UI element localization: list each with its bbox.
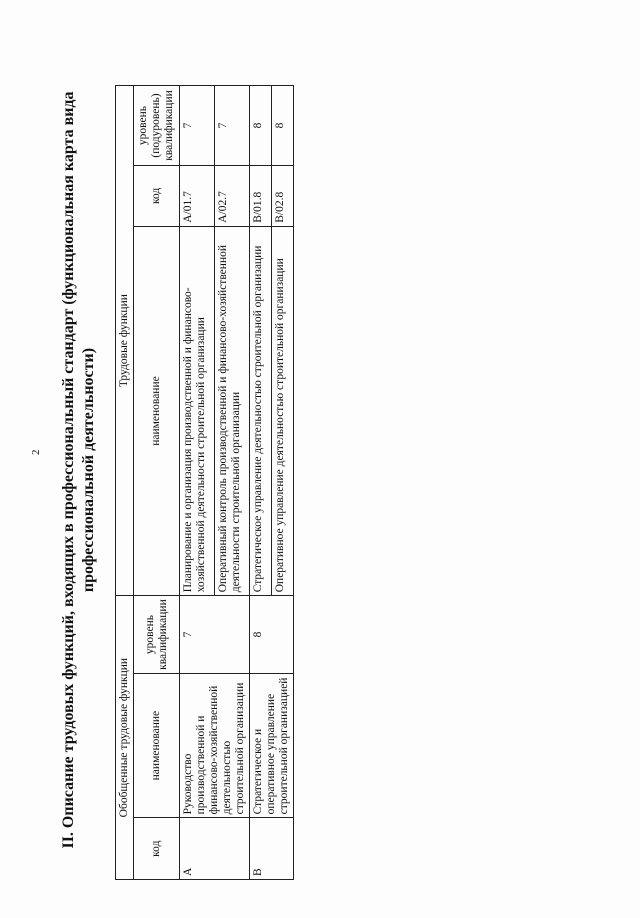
header-labor-name: наименование — [134, 226, 180, 595]
header-level: уровень квалификации — [134, 596, 180, 674]
function-name: Оперативный контроль производственной и финансово-хозяйственной деятельности строительной организации — [215, 226, 250, 595]
functions-table — [115, 85, 294, 880]
row-code: A — [180, 818, 250, 880]
row-level: 7 — [180, 596, 250, 674]
function-code: B/01.8 — [250, 166, 272, 227]
function-level: 7 — [215, 86, 250, 166]
row-name: Руководство производственной и финансово-хозяйственной деятельностью строительной организации — [180, 673, 250, 818]
function-name: Оперативное управление деятельностью строительной организации — [272, 226, 294, 595]
function-level: 8 — [250, 86, 272, 166]
header-generalized-functions: Обобщенные трудовые функции — [116, 596, 134, 880]
header-labor-functions: Трудовые функции — [116, 86, 134, 596]
function-level: 7 — [180, 86, 215, 166]
rotated-content — [60, 60, 620, 880]
section-title-continued: профессиональной деятельности) — [80, 347, 97, 593]
function-name: Стратегическое управление деятельностью строительной организации — [250, 226, 272, 595]
page-number: 2 — [30, 449, 42, 455]
row-code: B — [250, 818, 294, 880]
function-name: Планирование и организация производственной и финансово-хозяйственной деятельности строительной организации — [180, 226, 215, 595]
header-code: код — [134, 818, 180, 880]
function-code: A/02.7 — [215, 166, 250, 227]
row-name: Стратегическое и оперативное управление строительной организацией — [250, 673, 294, 818]
header-labor-code: код — [134, 166, 180, 227]
section-title: II. Описание трудовых функций, входящих в профессиональный стандарт (функциональная карта вида — [60, 91, 77, 849]
row-level: 8 — [250, 596, 294, 674]
function-code: A/01.7 — [180, 166, 215, 227]
function-level: 8 — [272, 86, 294, 166]
table-row — [180, 86, 215, 880]
header-sublevel: уровень (подуровень) квалификации — [134, 86, 180, 166]
header-name: наименование — [134, 673, 180, 818]
table-row — [250, 86, 272, 880]
function-code: B/02.8 — [272, 166, 294, 227]
